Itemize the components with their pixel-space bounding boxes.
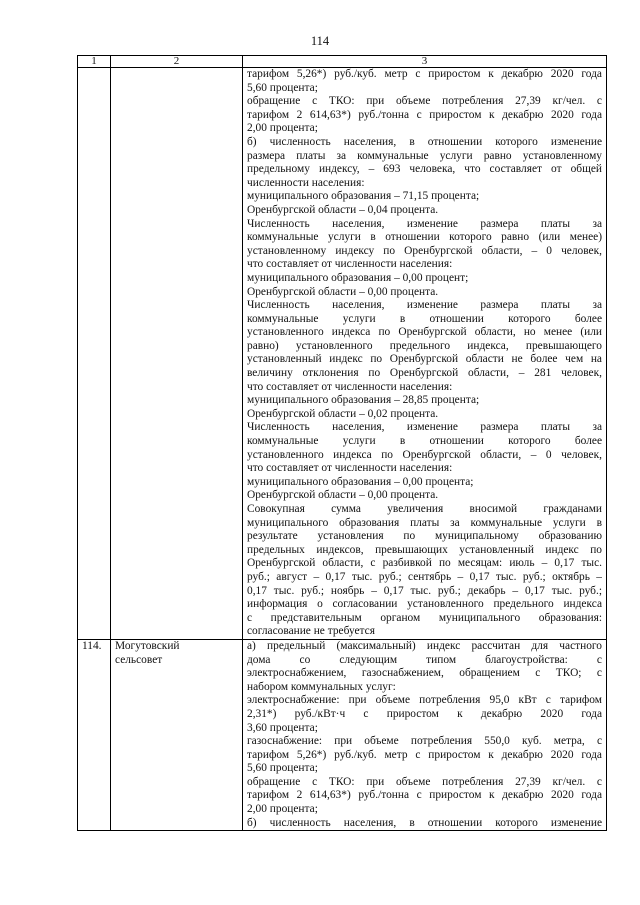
text-line: равно) установленного предельного индекса, превышающего xyxy=(247,339,602,352)
text-line: 3,60 процента; xyxy=(247,721,318,734)
municipality-cell xyxy=(111,639,243,830)
text-line: Оренбургской области – 0,04 процента. xyxy=(247,203,439,216)
page-number: 114 xyxy=(310,34,330,48)
text-line: Оренбургской области, с разбивкой по месяцам: июль – 0,17 тыс. xyxy=(247,557,602,570)
text-line: б) численность населения, в отношении которого изменение xyxy=(247,135,602,148)
text-line: коммунальные услуги в отношении которого более xyxy=(247,435,602,448)
text-line: Численность населения, изменение размера платы за xyxy=(247,299,602,312)
text-line: набором коммунальных услуг: xyxy=(247,680,396,693)
row-number-cell xyxy=(78,639,111,830)
column-header: 1 xyxy=(78,56,111,68)
municipality-name-line: Могутовский xyxy=(115,639,180,652)
text-line: 0,17 тыс. руб.; ноябрь – 0,17 тыс. руб.; декабрь – 0,17 тыс. руб.; xyxy=(247,584,602,597)
text-line: дома со следующим типом благоустройства: с xyxy=(247,653,602,666)
text-line: а) предельный (максимальный) индекс рассчитан для частного xyxy=(247,639,602,652)
text-line: электроснабжение: при объеме потребления 95,0 кВт с тарифом xyxy=(247,694,602,707)
text-line: что составляет от численности населения: xyxy=(247,462,453,475)
text-line: руб.; август – 0,17 тыс. руб.; сентябрь – 0,17 тыс. руб.; октябрь – xyxy=(247,570,602,583)
text-line: Оренбургской области – 0,02 процента. xyxy=(247,407,439,420)
text-line: установленному индексу по Оренбургской области, – 0 человек, xyxy=(247,244,602,257)
text-line: б) численность населения, в отношении которого изменение xyxy=(247,816,602,829)
text-line: согласование не требуется xyxy=(247,625,375,638)
text-line: предельному индексу, – 693 человека, что составляет от общей xyxy=(247,163,602,176)
text-line: предельных индексов, превышающих установленный индекс по xyxy=(247,543,602,556)
municipality-name-line: сельсовет xyxy=(115,653,163,666)
text-line: численности населения: xyxy=(247,176,365,189)
text-line: размера платы за коммунальные услуги равно установленному xyxy=(247,149,602,162)
text-line: Оренбургской области – 0,00 процента. xyxy=(247,489,439,502)
data-table xyxy=(77,55,607,831)
text-line: муниципального образования – 0,00 процента; xyxy=(247,475,474,488)
text-line: 5,60 процента; xyxy=(247,81,318,94)
text-line: Численность населения, изменение размера платы за xyxy=(247,217,602,230)
text-line: тарифом 5,26*) руб./куб. метр с приростом к декабрю 2020 года xyxy=(247,68,602,80)
column-header: 2 xyxy=(111,56,243,68)
text-line: результате установления по муниципальному образованию xyxy=(247,530,602,543)
text-line: 2,00 процента; xyxy=(247,803,318,816)
text-line: что составляет от численности населения: xyxy=(247,258,453,271)
text-line: Численность населения, изменение размера платы за xyxy=(247,421,602,434)
text-line: 2,31*) руб./кВт·ч с приростом к декабрю 2020 года xyxy=(247,707,602,720)
table-row xyxy=(78,68,607,640)
text-line: коммунальные услуги в отношении которого равно (или менее) xyxy=(247,231,602,244)
text-line: 5,60 процента; xyxy=(247,762,318,775)
table-header-row xyxy=(78,56,607,68)
text-line: муниципального образования платы за коммунальные услуги в xyxy=(247,516,602,529)
column-header: 3 xyxy=(243,56,607,68)
text-line: обращение с ТКО: при объеме потребления 27,39 кг/чел. с xyxy=(247,95,602,108)
row-number: 114. xyxy=(82,639,102,652)
text-line: муниципального образования – 71,15 процента; xyxy=(247,190,480,203)
text-line: муниципального образования – 0,00 процент; xyxy=(247,271,469,284)
text-line: Оренбургской области – 0,00 процента. xyxy=(247,285,439,298)
description-cell xyxy=(243,68,607,640)
text-line: обращение с ТКО: при объеме потребления 27,39 кг/чел. с xyxy=(247,775,602,788)
text-line: коммунальные услуги в отношении которого более xyxy=(247,312,602,325)
text-line: тарифом 5,26*) руб./куб. метр с приростом к декабрю 2020 года xyxy=(247,748,602,761)
text-line: установленного индекса по Оренбургской области, – 0 человек, xyxy=(247,448,602,461)
row-number-cell xyxy=(78,68,111,640)
text-line: с представительным органом муниципального образования: xyxy=(247,611,602,624)
text-line: что составляет от численности населения: xyxy=(247,380,453,393)
table-row xyxy=(78,639,607,830)
text-line: величину отклонения по Оренбургской области, – 281 человек, xyxy=(247,367,602,380)
text-line: газоснабжение: при объеме потребления 550,0 куб. метра, с xyxy=(247,735,602,748)
text-line: 2,00 процента; xyxy=(247,122,318,135)
text-line: Совокупная сумма увеличения вносимой гражданами xyxy=(247,503,602,515)
text-line: установленного индекса по Оренбургской области, но менее (или xyxy=(247,326,602,339)
text-line: муниципального образования – 28,85 процента; xyxy=(247,394,480,407)
municipality-cell xyxy=(111,68,243,640)
text-line: установленный индекс по Оренбургской области не более чем на xyxy=(247,353,602,366)
text-line: информация о согласовании установленного предельного индекса xyxy=(247,598,602,611)
text-line: тарифом 2 614,63*) руб./тонна с приростом к декабрю 2020 года xyxy=(247,108,602,121)
text-line: тарифом 2 614,63*) руб./тонна с приростом к декабрю 2020 года xyxy=(247,789,602,802)
text-line: электроснабжением, газоснабжением, обращением с ТКО; с xyxy=(247,667,602,680)
description-cell xyxy=(243,639,607,830)
